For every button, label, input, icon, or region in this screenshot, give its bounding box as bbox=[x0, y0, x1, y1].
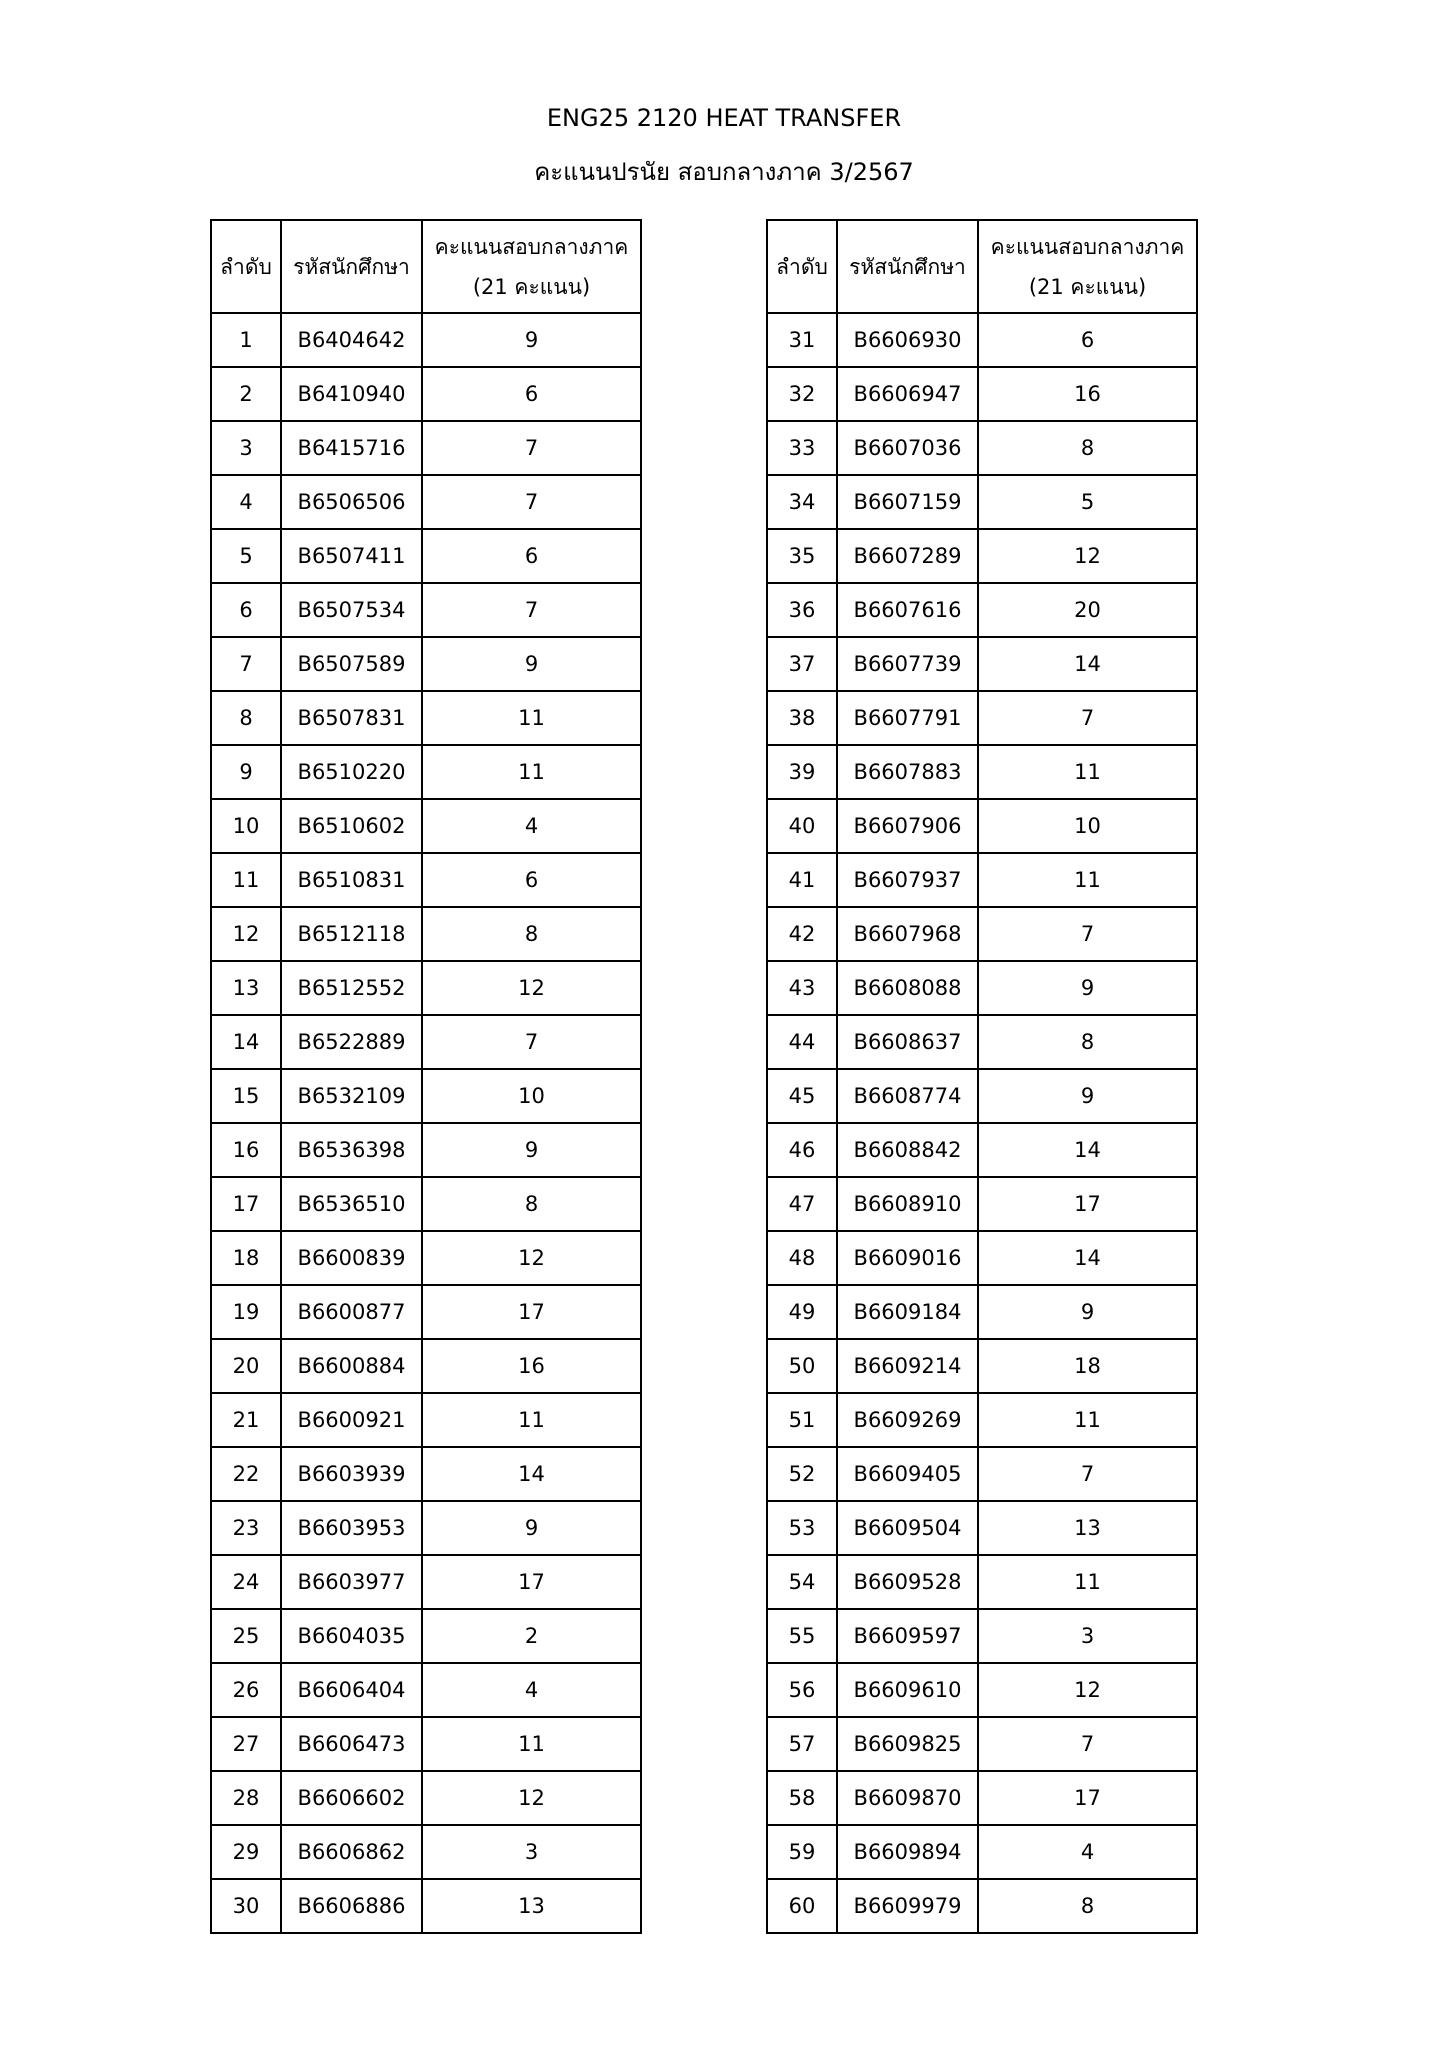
score-cell: 13 bbox=[978, 1501, 1197, 1555]
table-row bbox=[767, 1825, 1197, 1879]
table-row bbox=[211, 745, 641, 799]
row-number: 2 bbox=[211, 367, 281, 421]
row-number: 41 bbox=[767, 853, 837, 907]
student-id-cell: B6609405 bbox=[837, 1447, 978, 1501]
table-header-row bbox=[211, 220, 641, 313]
score-cell: 7 bbox=[422, 421, 641, 475]
row-number: 51 bbox=[767, 1393, 837, 1447]
score-cell: 16 bbox=[978, 367, 1197, 421]
student-id-cell: B6600921 bbox=[281, 1393, 422, 1447]
student-id-cell: B6607791 bbox=[837, 691, 978, 745]
row-number: 33 bbox=[767, 421, 837, 475]
row-number: 50 bbox=[767, 1339, 837, 1393]
row-number: 47 bbox=[767, 1177, 837, 1231]
score-cell: 17 bbox=[422, 1555, 641, 1609]
table-row bbox=[211, 583, 641, 637]
student-id-cell: B6507831 bbox=[281, 691, 422, 745]
table-row bbox=[211, 367, 641, 421]
table-row bbox=[767, 421, 1197, 475]
score-cell: 8 bbox=[422, 1177, 641, 1231]
row-number: 52 bbox=[767, 1447, 837, 1501]
student-id-cell: B6512552 bbox=[281, 961, 422, 1015]
student-id-cell: B6510220 bbox=[281, 745, 422, 799]
student-id-cell: B6603953 bbox=[281, 1501, 422, 1555]
student-id-cell: B6606930 bbox=[837, 313, 978, 367]
table-row bbox=[211, 1393, 641, 1447]
student-id-cell: B6609269 bbox=[837, 1393, 978, 1447]
score-cell: 17 bbox=[978, 1771, 1197, 1825]
row-number: 49 bbox=[767, 1285, 837, 1339]
student-id-cell: B6507589 bbox=[281, 637, 422, 691]
student-id-cell: B6607883 bbox=[837, 745, 978, 799]
table-body-left bbox=[211, 313, 641, 1933]
table-row bbox=[211, 1069, 641, 1123]
score-cell: 9 bbox=[422, 1123, 641, 1177]
row-number: 48 bbox=[767, 1231, 837, 1285]
row-number: 22 bbox=[211, 1447, 281, 1501]
row-number: 42 bbox=[767, 907, 837, 961]
score-cell: 9 bbox=[422, 313, 641, 367]
score-cell: 3 bbox=[978, 1609, 1197, 1663]
student-id-cell: B6600884 bbox=[281, 1339, 422, 1393]
student-id-cell: B6608910 bbox=[837, 1177, 978, 1231]
table-row bbox=[767, 1177, 1197, 1231]
table-row bbox=[767, 1015, 1197, 1069]
table-row bbox=[211, 1663, 641, 1717]
score-cell: 14 bbox=[422, 1447, 641, 1501]
score-cell: 6 bbox=[422, 853, 641, 907]
score-cell: 11 bbox=[978, 853, 1197, 907]
table-row bbox=[211, 1771, 641, 1825]
score-cell: 8 bbox=[978, 1879, 1197, 1933]
table-row bbox=[767, 313, 1197, 367]
row-number: 56 bbox=[767, 1663, 837, 1717]
table-row bbox=[767, 1555, 1197, 1609]
row-number: 8 bbox=[211, 691, 281, 745]
student-id-cell: B6604035 bbox=[281, 1609, 422, 1663]
row-number: 55 bbox=[767, 1609, 837, 1663]
student-id-cell: B6404642 bbox=[281, 313, 422, 367]
student-id-cell: B6606886 bbox=[281, 1879, 422, 1933]
score-cell: 10 bbox=[422, 1069, 641, 1123]
student-id-cell: B6608842 bbox=[837, 1123, 978, 1177]
row-number: 27 bbox=[211, 1717, 281, 1771]
table-row bbox=[767, 1123, 1197, 1177]
row-number: 19 bbox=[211, 1285, 281, 1339]
table-row bbox=[211, 1609, 641, 1663]
row-number: 31 bbox=[767, 313, 837, 367]
table-row bbox=[767, 691, 1197, 745]
student-id-cell: B6606404 bbox=[281, 1663, 422, 1717]
table-row bbox=[767, 853, 1197, 907]
row-number: 9 bbox=[211, 745, 281, 799]
row-number: 36 bbox=[767, 583, 837, 637]
score-cell: 11 bbox=[422, 745, 641, 799]
page-subtitle: คะแนนปรนัย สอบกลางภาค 3/2567 bbox=[534, 158, 914, 186]
row-number: 13 bbox=[211, 961, 281, 1015]
student-id-cell: B6608088 bbox=[837, 961, 978, 1015]
row-number: 54 bbox=[767, 1555, 837, 1609]
score-cell: 7 bbox=[978, 691, 1197, 745]
header-no: ลำดับ bbox=[767, 220, 837, 313]
table-row bbox=[767, 961, 1197, 1015]
student-id-cell: B6609979 bbox=[837, 1879, 978, 1933]
student-id-cell: B6607036 bbox=[837, 421, 978, 475]
student-id-cell: B6536398 bbox=[281, 1123, 422, 1177]
header-student-id: รหัสนักศึกษา bbox=[837, 220, 978, 313]
row-number: 7 bbox=[211, 637, 281, 691]
score-cell: 13 bbox=[422, 1879, 641, 1933]
student-id-cell: B6609610 bbox=[837, 1663, 978, 1717]
row-number: 21 bbox=[211, 1393, 281, 1447]
table-row bbox=[211, 907, 641, 961]
table-row bbox=[211, 1285, 641, 1339]
page-title: ENG25 2120 HEAT TRANSFER bbox=[546, 104, 902, 132]
score-cell: 12 bbox=[422, 961, 641, 1015]
table-row bbox=[767, 1447, 1197, 1501]
header-score bbox=[422, 220, 641, 313]
row-number: 44 bbox=[767, 1015, 837, 1069]
table-row bbox=[211, 529, 641, 583]
table-row bbox=[211, 1123, 641, 1177]
score-cell: 9 bbox=[422, 1501, 641, 1555]
row-number: 58 bbox=[767, 1771, 837, 1825]
table-row bbox=[767, 637, 1197, 691]
student-id-cell: B6609016 bbox=[837, 1231, 978, 1285]
student-id-cell: B6522889 bbox=[281, 1015, 422, 1069]
table-row bbox=[211, 1555, 641, 1609]
row-number: 1 bbox=[211, 313, 281, 367]
table-row bbox=[767, 583, 1197, 637]
table-row bbox=[211, 1825, 641, 1879]
table-row bbox=[767, 745, 1197, 799]
row-number: 28 bbox=[211, 1771, 281, 1825]
table-row bbox=[211, 1231, 641, 1285]
table-row bbox=[211, 313, 641, 367]
table-row bbox=[211, 1717, 641, 1771]
row-number: 24 bbox=[211, 1555, 281, 1609]
row-number: 26 bbox=[211, 1663, 281, 1717]
score-cell: 18 bbox=[978, 1339, 1197, 1393]
table-row bbox=[767, 799, 1197, 853]
table-row bbox=[211, 853, 641, 907]
student-id-cell: B6512118 bbox=[281, 907, 422, 961]
table-row bbox=[767, 1771, 1197, 1825]
header-score-line1: คะแนนสอบกลางภาค bbox=[990, 234, 1185, 259]
score-cell: 14 bbox=[978, 1231, 1197, 1285]
row-number: 25 bbox=[211, 1609, 281, 1663]
row-number: 59 bbox=[767, 1825, 837, 1879]
student-id-cell: B6507534 bbox=[281, 583, 422, 637]
score-cell: 8 bbox=[978, 1015, 1197, 1069]
row-number: 3 bbox=[211, 421, 281, 475]
score-cell: 12 bbox=[978, 529, 1197, 583]
score-table-left bbox=[210, 219, 642, 1934]
header-score-line2: (21 คะแนน) bbox=[1028, 274, 1147, 299]
student-id-cell: B6510831 bbox=[281, 853, 422, 907]
student-id-cell: B6603939 bbox=[281, 1447, 422, 1501]
student-id-cell: B6415716 bbox=[281, 421, 422, 475]
student-id-cell: B6606947 bbox=[837, 367, 978, 421]
student-id-cell: B6608774 bbox=[837, 1069, 978, 1123]
table-row bbox=[767, 1879, 1197, 1933]
table-row bbox=[767, 475, 1197, 529]
score-cell: 6 bbox=[422, 529, 641, 583]
table-row bbox=[211, 475, 641, 529]
row-number: 43 bbox=[767, 961, 837, 1015]
row-number: 40 bbox=[767, 799, 837, 853]
row-number: 39 bbox=[767, 745, 837, 799]
row-number: 20 bbox=[211, 1339, 281, 1393]
score-cell: 14 bbox=[978, 1123, 1197, 1177]
score-cell: 4 bbox=[978, 1825, 1197, 1879]
student-id-cell: B6607289 bbox=[837, 529, 978, 583]
table-header-row bbox=[767, 220, 1197, 313]
table-row bbox=[211, 637, 641, 691]
student-id-cell: B6600877 bbox=[281, 1285, 422, 1339]
row-number: 35 bbox=[767, 529, 837, 583]
score-cell: 7 bbox=[422, 1015, 641, 1069]
score-cell: 4 bbox=[422, 799, 641, 853]
student-id-cell: B6607616 bbox=[837, 583, 978, 637]
score-cell: 20 bbox=[978, 583, 1197, 637]
table-row bbox=[767, 1609, 1197, 1663]
row-number: 45 bbox=[767, 1069, 837, 1123]
score-cell: 6 bbox=[978, 313, 1197, 367]
score-cell: 10 bbox=[978, 799, 1197, 853]
table-row bbox=[211, 1339, 641, 1393]
score-cell: 3 bbox=[422, 1825, 641, 1879]
row-number: 46 bbox=[767, 1123, 837, 1177]
score-cell: 7 bbox=[978, 1447, 1197, 1501]
score-cell: 8 bbox=[978, 421, 1197, 475]
header-score-line1: คะแนนสอบกลางภาค bbox=[434, 234, 629, 259]
row-number: 57 bbox=[767, 1717, 837, 1771]
table-row bbox=[211, 1501, 641, 1555]
student-id-cell: B6603977 bbox=[281, 1555, 422, 1609]
student-id-cell: B6609597 bbox=[837, 1609, 978, 1663]
student-id-cell: B6600839 bbox=[281, 1231, 422, 1285]
score-cell: 9 bbox=[978, 1285, 1197, 1339]
score-cell: 7 bbox=[978, 1717, 1197, 1771]
score-cell: 17 bbox=[978, 1177, 1197, 1231]
table-row bbox=[767, 1393, 1197, 1447]
header-score bbox=[978, 220, 1197, 313]
score-cell: 12 bbox=[978, 1663, 1197, 1717]
score-cell: 17 bbox=[422, 1285, 641, 1339]
score-cell: 14 bbox=[978, 637, 1197, 691]
table-row bbox=[211, 1879, 641, 1933]
row-number: 38 bbox=[767, 691, 837, 745]
row-number: 15 bbox=[211, 1069, 281, 1123]
score-cell: 7 bbox=[422, 475, 641, 529]
student-id-cell: B6532109 bbox=[281, 1069, 422, 1123]
table-row bbox=[211, 1447, 641, 1501]
header-no: ลำดับ bbox=[211, 220, 281, 313]
student-id-cell: B6609504 bbox=[837, 1501, 978, 1555]
student-id-cell: B6609214 bbox=[837, 1339, 978, 1393]
score-cell: 12 bbox=[422, 1231, 641, 1285]
table-body-right bbox=[767, 313, 1197, 1933]
score-cell: 4 bbox=[422, 1663, 641, 1717]
table-row bbox=[211, 799, 641, 853]
table-row bbox=[767, 529, 1197, 583]
table-row bbox=[767, 1285, 1197, 1339]
student-id-cell: B6606862 bbox=[281, 1825, 422, 1879]
score-cell: 11 bbox=[422, 1393, 641, 1447]
student-id-cell: B6507411 bbox=[281, 529, 422, 583]
table-row bbox=[767, 907, 1197, 961]
score-cell: 11 bbox=[978, 1555, 1197, 1609]
student-id-cell: B6607159 bbox=[837, 475, 978, 529]
student-id-cell: B6506506 bbox=[281, 475, 422, 529]
score-cell: 7 bbox=[422, 583, 641, 637]
table-row bbox=[767, 1663, 1197, 1717]
score-cell: 7 bbox=[978, 907, 1197, 961]
table-row bbox=[211, 421, 641, 475]
student-id-cell: B6410940 bbox=[281, 367, 422, 421]
table-row bbox=[767, 1501, 1197, 1555]
row-number: 29 bbox=[211, 1825, 281, 1879]
row-number: 18 bbox=[211, 1231, 281, 1285]
row-number: 5 bbox=[211, 529, 281, 583]
row-number: 37 bbox=[767, 637, 837, 691]
row-number: 30 bbox=[211, 1879, 281, 1933]
table-row bbox=[211, 1015, 641, 1069]
student-id-cell: B6607937 bbox=[837, 853, 978, 907]
score-cell: 8 bbox=[422, 907, 641, 961]
score-cell: 11 bbox=[422, 691, 641, 745]
header-student-id: รหัสนักศึกษา bbox=[281, 220, 422, 313]
row-number: 23 bbox=[211, 1501, 281, 1555]
table-row bbox=[211, 1177, 641, 1231]
row-number: 53 bbox=[767, 1501, 837, 1555]
row-number: 17 bbox=[211, 1177, 281, 1231]
row-number: 34 bbox=[767, 475, 837, 529]
student-id-cell: B6609825 bbox=[837, 1717, 978, 1771]
score-cell: 16 bbox=[422, 1339, 641, 1393]
score-cell: 9 bbox=[422, 637, 641, 691]
row-number: 16 bbox=[211, 1123, 281, 1177]
table-row bbox=[211, 961, 641, 1015]
table-row bbox=[767, 1717, 1197, 1771]
score-cell: 6 bbox=[422, 367, 641, 421]
student-id-cell: B6609184 bbox=[837, 1285, 978, 1339]
row-number: 10 bbox=[211, 799, 281, 853]
row-number: 32 bbox=[767, 367, 837, 421]
score-cell: 9 bbox=[978, 1069, 1197, 1123]
student-id-cell: B6606602 bbox=[281, 1771, 422, 1825]
student-id-cell: B6510602 bbox=[281, 799, 422, 853]
student-id-cell: B6606473 bbox=[281, 1717, 422, 1771]
student-id-cell: B6607968 bbox=[837, 907, 978, 961]
score-cell: 12 bbox=[422, 1771, 641, 1825]
student-id-cell: B6607739 bbox=[837, 637, 978, 691]
student-id-cell: B6609870 bbox=[837, 1771, 978, 1825]
score-cell: 11 bbox=[422, 1717, 641, 1771]
score-cell: 9 bbox=[978, 961, 1197, 1015]
student-id-cell: B6608637 bbox=[837, 1015, 978, 1069]
student-id-cell: B6536510 bbox=[281, 1177, 422, 1231]
student-id-cell: B6609894 bbox=[837, 1825, 978, 1879]
row-number: 60 bbox=[767, 1879, 837, 1933]
table-row bbox=[767, 1339, 1197, 1393]
row-number: 12 bbox=[211, 907, 281, 961]
score-cell: 11 bbox=[978, 1393, 1197, 1447]
table-row bbox=[767, 367, 1197, 421]
student-id-cell: B6607906 bbox=[837, 799, 978, 853]
row-number: 4 bbox=[211, 475, 281, 529]
table-row bbox=[767, 1069, 1197, 1123]
score-cell: 2 bbox=[422, 1609, 641, 1663]
table-row bbox=[211, 691, 641, 745]
row-number: 11 bbox=[211, 853, 281, 907]
student-id-cell: B6609528 bbox=[837, 1555, 978, 1609]
score-cell: 5 bbox=[978, 475, 1197, 529]
row-number: 6 bbox=[211, 583, 281, 637]
score-cell: 11 bbox=[978, 745, 1197, 799]
table-row bbox=[767, 1231, 1197, 1285]
score-table-right bbox=[766, 219, 1198, 1934]
header-score-line2: (21 คะแนน) bbox=[472, 274, 591, 299]
row-number: 14 bbox=[211, 1015, 281, 1069]
